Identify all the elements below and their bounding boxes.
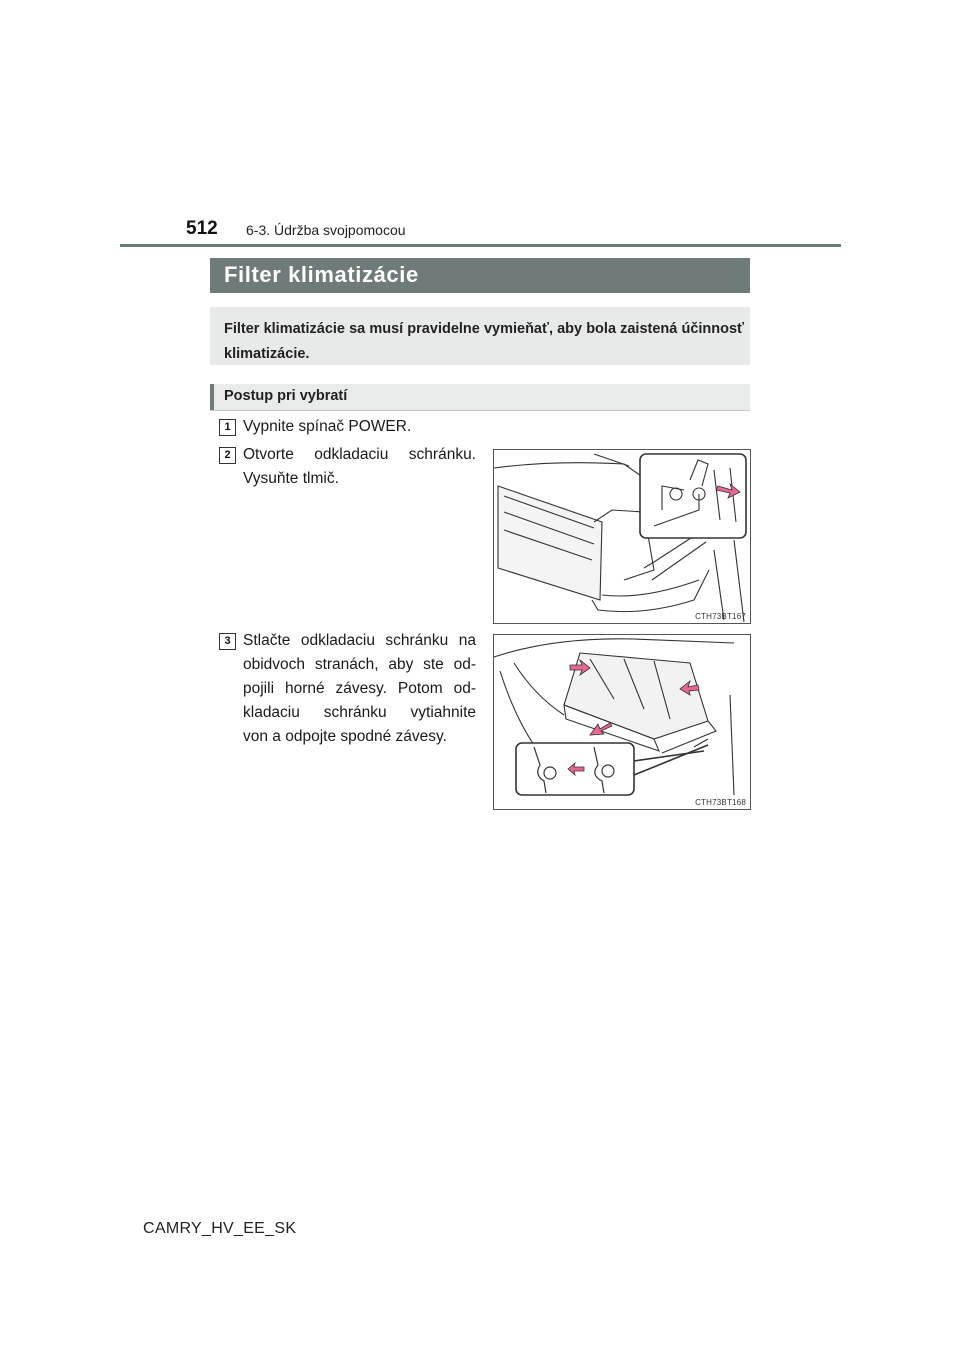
header-divider (120, 244, 841, 247)
step-1-text: Vypnite spínač POWER. (243, 418, 412, 435)
step-3-line-5: von a odpojte spodné závesy. (243, 728, 447, 745)
section-title: 6-3. Údržba svojpomocou (246, 222, 406, 238)
step-2-line-2: Vysuňte tlmič. (243, 470, 339, 487)
intro-box (210, 307, 750, 365)
illustration-damper (494, 450, 750, 623)
procedure-heading: Postup pri vybratí (224, 388, 348, 404)
step-number-1: 1 (219, 419, 236, 436)
figure-code-2: CTH73BT168 (695, 798, 746, 807)
step-3-line-2: obidvoch stranách, aby ste od- (243, 656, 476, 673)
figure-glovebox-removal (493, 634, 751, 810)
figure-code-1: CTH73BT167 (695, 612, 746, 621)
figure-glovebox-damper (493, 449, 751, 624)
step-3-line-1: Stlačte odkladaciu schránku na (243, 632, 476, 649)
step-number-2: 2 (219, 447, 236, 464)
title-bar (210, 258, 750, 293)
step-2-text (243, 443, 476, 491)
page-number: 512 (186, 218, 218, 239)
step-3-line-3: pojili horné závesy. Potom od- (243, 680, 476, 697)
step-number-3: 3 (219, 633, 236, 650)
step-3-text (243, 629, 476, 749)
footer-model-code: CAMRY_HV_EE_SK (143, 1220, 297, 1237)
intro-text: Filter klimatizácie sa musí pravidelne vymieňať, aby bola zaistená účinnosť klimatizácie. (224, 321, 744, 362)
procedure-accent (210, 384, 214, 410)
illustration-removal (494, 635, 750, 809)
step-2-line-1: Otvorte odkladaciu schránku. (243, 446, 476, 463)
procedure-header (210, 384, 750, 411)
step-3-line-4: kladaciu schránku vytiahnite (243, 704, 476, 721)
page-title: Filter klimatizácie (224, 262, 419, 287)
